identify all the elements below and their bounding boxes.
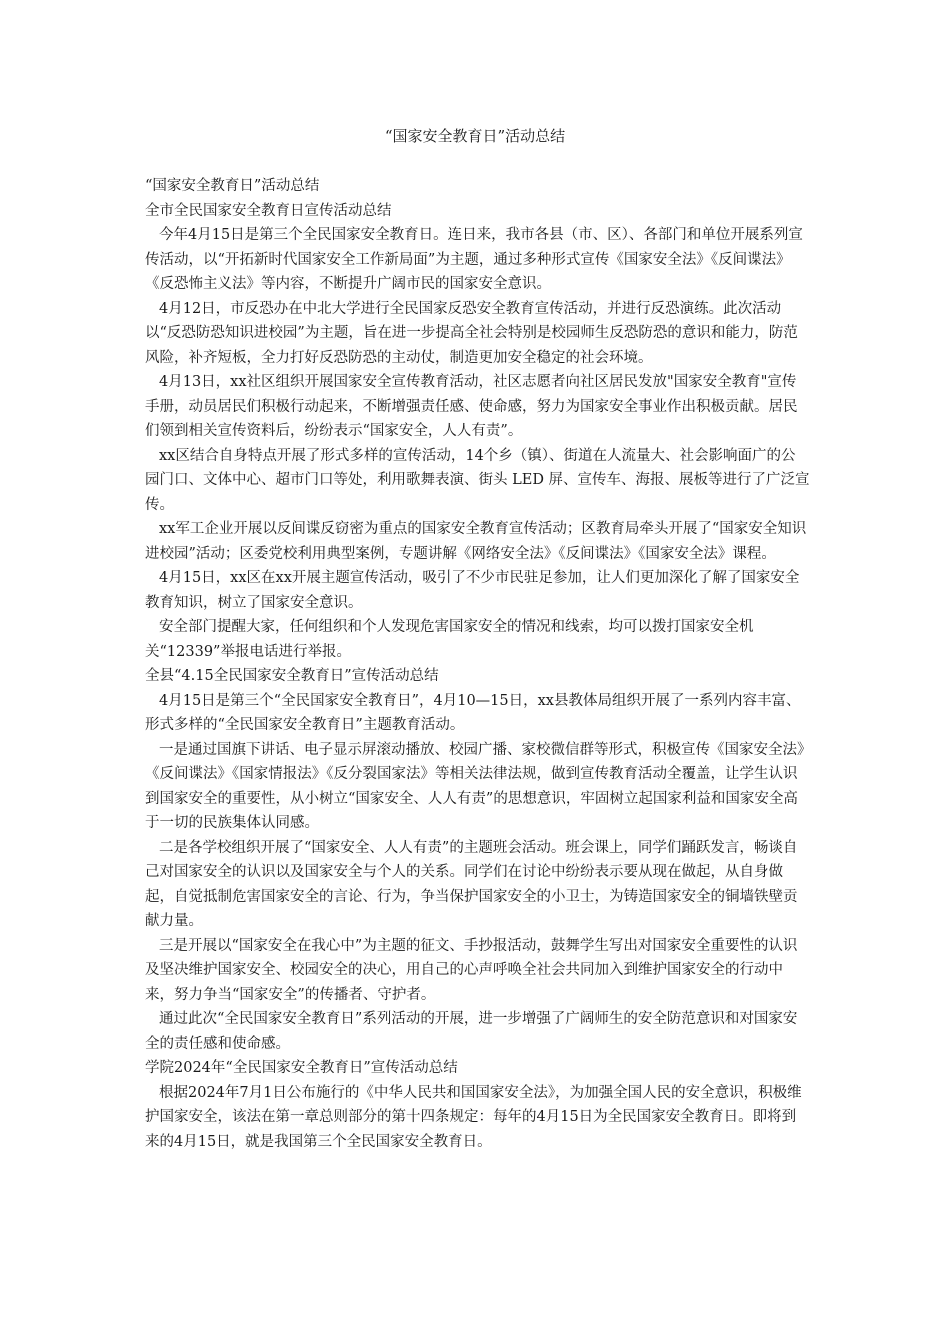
paragraph: 二是各学校组织开展了“国家安全、人人有责”的主题班会活动。班会课上，同学们踊跃发言，畅谈自己对国家安全的认识以及国家安全与个人的关系。同学们在讨论中纷纷表示要从现在做起，从自身做起，自觉抵制危害国家安全的言论、行为，争当保护国家安全的小卫士，为铸造国家安全的铜墙铁壁贡献力量。 — [145, 839, 798, 929]
paragraph: 通过此次“全民国家安全教育日”系列活动的开展，进一步增强了广阔师生的安全防范意识和对国家安全的责任感和使命感。 — [145, 1011, 798, 1052]
paragraph: xx军工企业开展以反间谍反窃密为重点的国家安全教育宣传活动；区教育局牵头开展了“国家安全知识进校园”活动；区委党校利用典型案例，专题讲解《网络安全法》《反间谍法》《国家安全法》课程。 — [145, 521, 807, 562]
paragraph: 今年4月15日是第三个全民国家安全教育日。连日来，我市各县（市、区）、各部门和单位开展系列宣传活动，以“开拓新时代国家安全工作新局面”为主题，通过多种形式宣传《国家安全法》《反间谍法》《反恐怖主义法》等内容，不断提升广阔市民的国家安全意识。 — [145, 227, 803, 292]
paragraph: 根据2024年7月1日公布施行的《中华人民共和国国家安全法》，为加强全国人民的安全意识，积极维护国家安全，该法在第一章总则部分的第十四条规定：每年的4月15日为全民国家安全教育日。即将到来的4月15日，就是我国第三个全民国家安全教育日。 — [145, 1084, 802, 1150]
document-body — [145, 174, 810, 1154]
section-heading: “国家安全教育日”活动总结 — [145, 178, 320, 194]
paragraph: 安全部门提醒大家，任何组织和个人发现危害国家安全的情况和线索，均可以拨打国家安全机关“12339”举报电话进行举报。 — [145, 619, 754, 660]
section-heading: 全市全民国家安全教育日宣传活动总结 — [145, 202, 392, 219]
paragraph: 一是通过国旗下讲话、电子显示屏滚动播放、校园广播、家校微信群等形式，积极宣传《国家安全法》《反间谍法》《国家情报法》《反分裂国家法》等相关法律法规，做到宣传教育活动全覆盖，让学生认识到国家安全的重要性，从小树立“国家安全、人人有责”的思想意识，牢固树立起国家利益和国家安全高于一切的民族集体认同感。 — [145, 741, 805, 831]
paragraph: 4月12日，市反恐办在中北大学进行全民国家反恐安全教育宣传活动，并进行反恐演练。此次活动以“反恐防恐知识进校园”为主题，旨在进一步提高全社会特别是校园师生反恐防恐的意识和能力，防范风险，补齐短板，全力打好反恐防恐的主动仗，制造更加安全稳定的社会环境。 — [145, 300, 798, 366]
section-heading: 学院2024年“全民国家安全教育日”宣传活动总结 — [145, 1060, 458, 1076]
document-title: “国家安全教育日”活动总结 — [384, 127, 566, 145]
paragraph: 三是开展以“国家安全在我心中”为主题的征文、手抄报活动，鼓舞学生写出对国家安全重要性的认识及坚决维护国家安全、校园安全的决心，用自己的心声呼唤全社会共同加入到维护国家安全的行动中来，努力争当“国家安全”的传播者、守护者。 — [145, 937, 798, 1003]
paragraph: xx区结合自身特点开展了形式多样的宣传活动，14个乡（镇）、街道在人流量大、社会影响面广的公园门口、文体中心、超市门口等处，利用歌舞表演、街头 LED 屏、宣传车、海报、展板等进行了广泛宣传。 — [145, 447, 810, 513]
paragraph: 4月13日，xx社区组织开展国家安全宣传教育活动，社区志愿者向社区居民发放"国家安全教育"宣传手册，动员居民们积极行动起来，不断增强责任感、使命感，努力为国家安全事业作出积极贡献。居民们领到相关宣传资料后，纷纷表示“国家安全，人人有责”。 — [145, 374, 798, 439]
paragraph: 4月15日，xx区在xx开展主题宣传活动，吸引了不少市民驻足参加，让人们更加深化了解了国家安全教育知识，树立了国家安全意识。 — [145, 570, 800, 611]
paragraph: 4月15日是第三个“全民国家安全教育日”，4月10—15日，xx县教体局组织开展了一系列内容丰富、形式多样的“全民国家安全教育日”主题教育活动。 — [145, 692, 801, 733]
section-heading: 全县“4.15全民国家安全教育日”宣传活动总结 — [145, 668, 439, 684]
